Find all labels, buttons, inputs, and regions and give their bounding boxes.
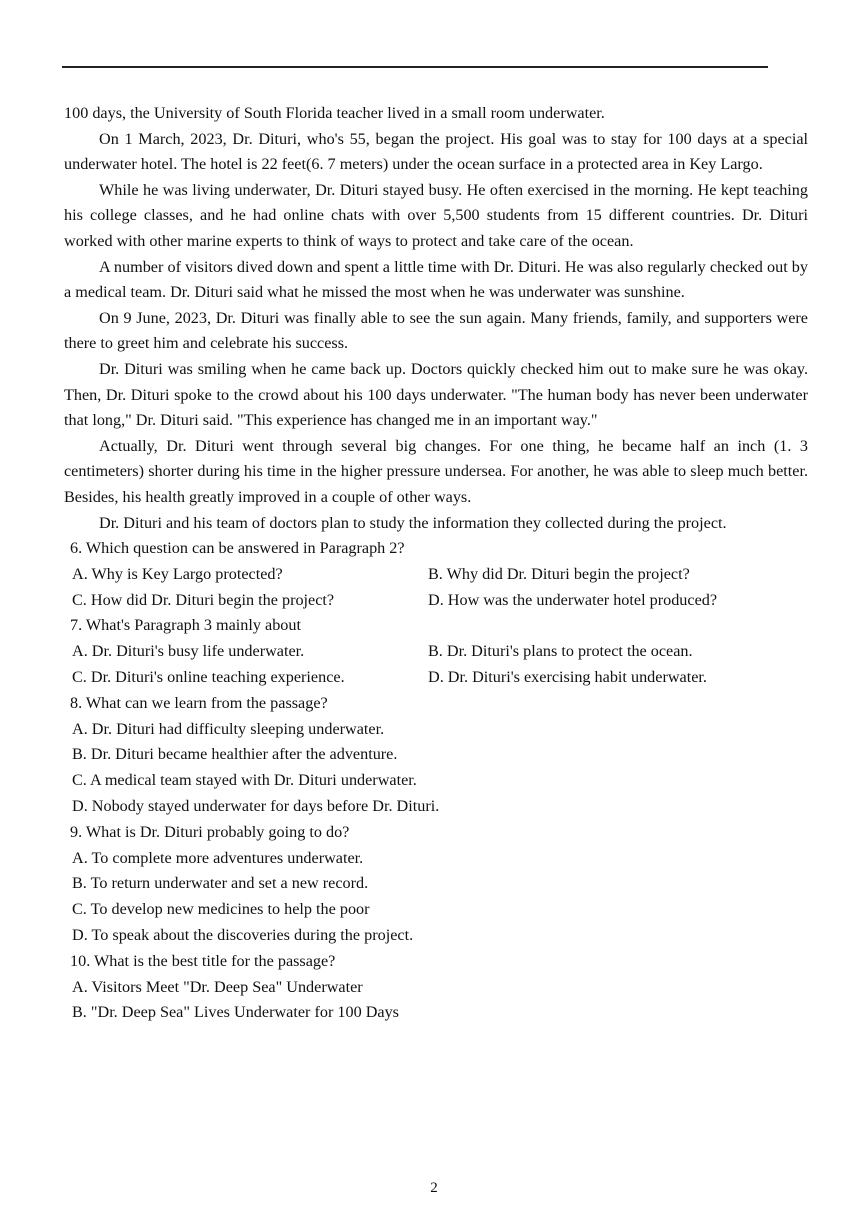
question-stem: 7. What's Paragraph 3 mainly about [70, 616, 301, 635]
option-row [64, 665, 808, 691]
option-a: A. Visitors Meet "Dr. Deep Sea" Underwater [72, 977, 363, 996]
page-content [64, 101, 808, 1026]
question-stem: 6. Which question can be answered in Paragraph 2? [70, 539, 405, 558]
option-c: C. To develop new medicines to help the poor [72, 900, 370, 919]
option-d: D. How was the underwater hotel produced? [428, 590, 718, 609]
question-10 [64, 949, 808, 1026]
option-d: D. Nobody stayed underwater for days before Dr. Dituri. [72, 797, 440, 816]
option-b: B. "Dr. Deep Sea" Lives Underwater for 100 Days [72, 1003, 399, 1022]
option-row [64, 562, 808, 588]
question-stem: 9. What is Dr. Dituri probably going to do? [70, 822, 350, 841]
option-a: A. Dr. Dituri's busy life underwater. [72, 642, 305, 661]
option-c: C. How did Dr. Dituri begin the project? [72, 590, 335, 609]
question-8 [64, 691, 808, 820]
option-a: A. Why is Key Largo protected? [72, 564, 283, 583]
passage-paragraph-continued: 100 days, the University of South Florida teacher lived in a small room underwater. [64, 104, 605, 122]
passage-paragraph-6: Dr. Dituri was smiling when he came back up. Doctors quickly checked him out to make sure he was okay. Then, Dr. Dituri spoke to the crowd about his 100 days underwater. "The human body has never been underwater that long," Dr. Dituri said. "This experience has changed me in an important way." [64, 359, 808, 430]
page-number: 2 [430, 1180, 438, 1196]
passage-paragraph-2: On 1 March, 2023, Dr. Dituri, who's 55, began the project. His goal was to stay for 100 days at a special underwater hotel. The hotel is 22 feet(6. 7 meters) under the ocean surface in a protected area in Key Largo. [64, 129, 808, 174]
reading-passage [64, 101, 808, 536]
question-stem: 8. What can we learn from the passage? [70, 693, 328, 712]
question-stem: 10. What is the best title for the passage? [70, 951, 336, 970]
question-9 [64, 820, 808, 949]
question-7 [64, 613, 808, 690]
option-b: B. Dr. Dituri became healthier after the adventure. [72, 745, 398, 764]
option-row [64, 588, 808, 614]
option-d: D. To speak about the discoveries during the project. [72, 926, 414, 945]
passage-paragraph-8: Dr. Dituri and his team of doctors plan to study the information they collected during the project. [99, 513, 727, 532]
option-row [64, 639, 808, 665]
option-b: B. Why did Dr. Dituri begin the project? [428, 564, 690, 583]
option-c: C. A medical team stayed with Dr. Dituri underwater. [72, 771, 417, 790]
passage-paragraph-3: While he was living underwater, Dr. Dituri stayed busy. He often exercised in the morning. He kept teaching his college classes, and he had online chats with over 5,500 students from 15 different countries. Dr. Dituri worked with other marine experts to think of ways to protect and take care of the ocean. [64, 180, 808, 250]
passage-paragraph-4: A number of visitors dived down and spent a little time with Dr. Dituri. He was also regularly checked out by a medical team. Dr. Dituri said what he missed the most when he was underwater was sunshine. [64, 257, 808, 302]
option-a: A. Dr. Dituri had difficulty sleeping underwater. [72, 719, 385, 738]
passage-paragraph-7: Actually, Dr. Dituri went through several big changes. For one thing, he became half an inch (1. 3 centimeters) shorter during his time in the higher pressure undersea. For another, he was able to sleep much better. Besides, his health greatly improved in a couple of other ways. [64, 436, 808, 506]
option-b: B. To return underwater and set a new record. [72, 874, 369, 893]
option-a: A. To complete more adventures underwater. [72, 848, 364, 867]
option-b: B. Dr. Dituri's plans to protect the ocean. [428, 642, 693, 661]
option-c: C. Dr. Dituri's online teaching experience. [72, 668, 345, 687]
question-list [64, 536, 808, 1026]
header-rule [62, 66, 768, 68]
question-6 [64, 536, 808, 613]
option-d: D. Dr. Dituri's exercising habit underwater. [428, 668, 707, 687]
passage-paragraph-5: On 9 June, 2023, Dr. Dituri was finally able to see the sun again. Many friends, family, and supporters were there to greet him and celebrate his success. [64, 308, 808, 353]
